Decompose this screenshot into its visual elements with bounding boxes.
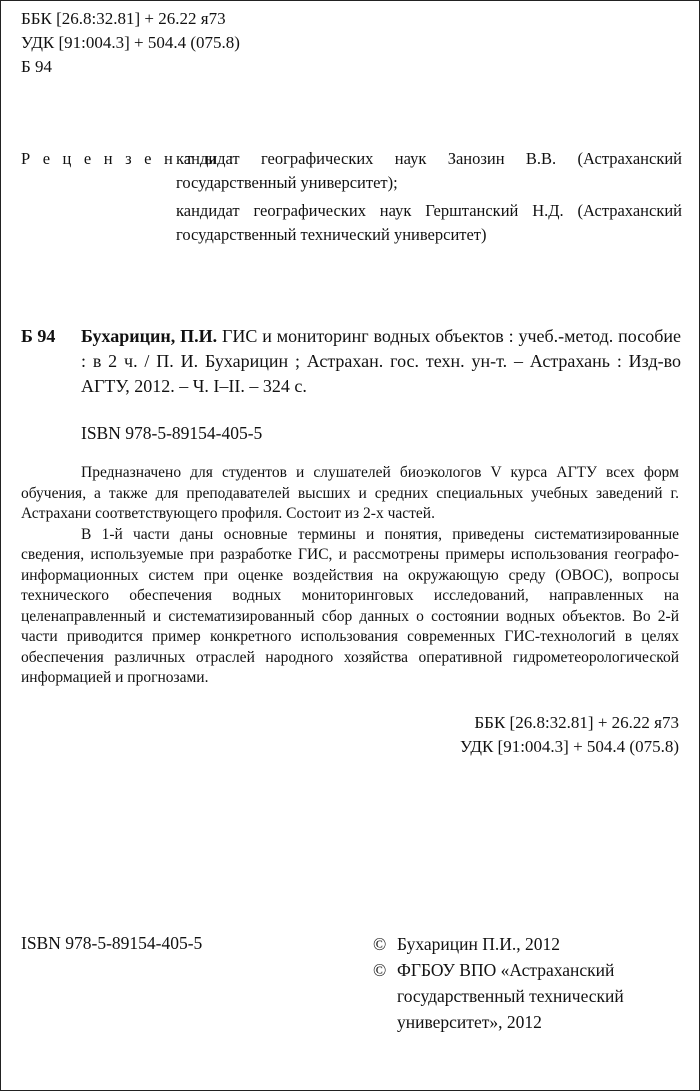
annotation-block [21,463,679,689]
reviewer-entry: кандидат географических наук Герштанский Н.Д. (Астраханский государственный технический университет) [176,201,682,244]
bbk-code: ББК [26.8:32.81] + 26.22 я73 [21,9,226,28]
copyright-block [373,931,681,1035]
udk-code-footer: УДК [91:004.3] + 504.4 (075.8) [460,737,679,756]
bibliographic-description: ГИС и мониторинг водных объектов : учеб.-метод. пособие : в 2 ч. / П. И. Бухарицин ; Астрахан. гос. техн. ун-т. – Астрахань : Изд-во АГТУ, 2012. – Ч. I–II. – 324 с. [81,326,681,396]
bibliographic-text [81,324,681,399]
annotation-paragraph: В 1-й части даны основные термины и понятия, приведены систематизированные сведения, используемые при разработке ГИС, и рассмотрены примеры использования географо-информационных систем при оценке воздействия на окружающую среду (ОВОС), вопросы технического обеспечения водных мониторинговых исследований, направленных на целенаправленный и систематизированный сбор данных о состоянии водных объектов. Во 2-й части приводится пример конкретного использования современных ГИС-технологий в целях обеспечения различных отраслей народного хозяйства оперативной гидрометеорологической информацией и прогнозами. [21,525,679,686]
copyright-holder: ФГБОУ ВПО «Астраханский государственный технический университет», 2012 [397,960,624,1032]
bibliographic-author: Бухарицин, П.И. [81,326,218,346]
copyright-line [373,931,681,957]
isbn-bottom: ISBN 978-5-89154-405-5 [21,933,203,953]
annotation-paragraph: Предназначено для студентов и слушателей биоэкологов V курса АГТУ всех форм обучения, а также для преподавателей высших и средних специальных учебных заведений г. Астрахани соответствующего профиля. Состоит из 2-х частей. [21,464,679,522]
author-mark: Б 94 [21,57,53,76]
bibliographic-code: Б 94 [21,326,56,346]
classification-codes-bottom [460,711,679,759]
classification-codes-top [21,7,240,79]
reviewers-label: Р е ц е н з е н т ы : [21,149,238,168]
udk-code: УДК [91:004.3] + 504.4 (075.8) [21,33,240,52]
reviewer-entry: кандидат географических наук Занозин В.В. (Астраханский государственный университет); [176,149,682,192]
isbn-main: ISBN 978-5-89154-405-5 [81,423,263,443]
bbk-code-footer: ББК [26.8:32.81] + 26.22 я73 [474,713,679,732]
copyright-symbol: © [373,960,387,980]
copyright-line [373,957,681,1035]
copyright-symbol: © [373,934,387,954]
copyright-holder: Бухарицин П.И., 2012 [397,934,561,954]
